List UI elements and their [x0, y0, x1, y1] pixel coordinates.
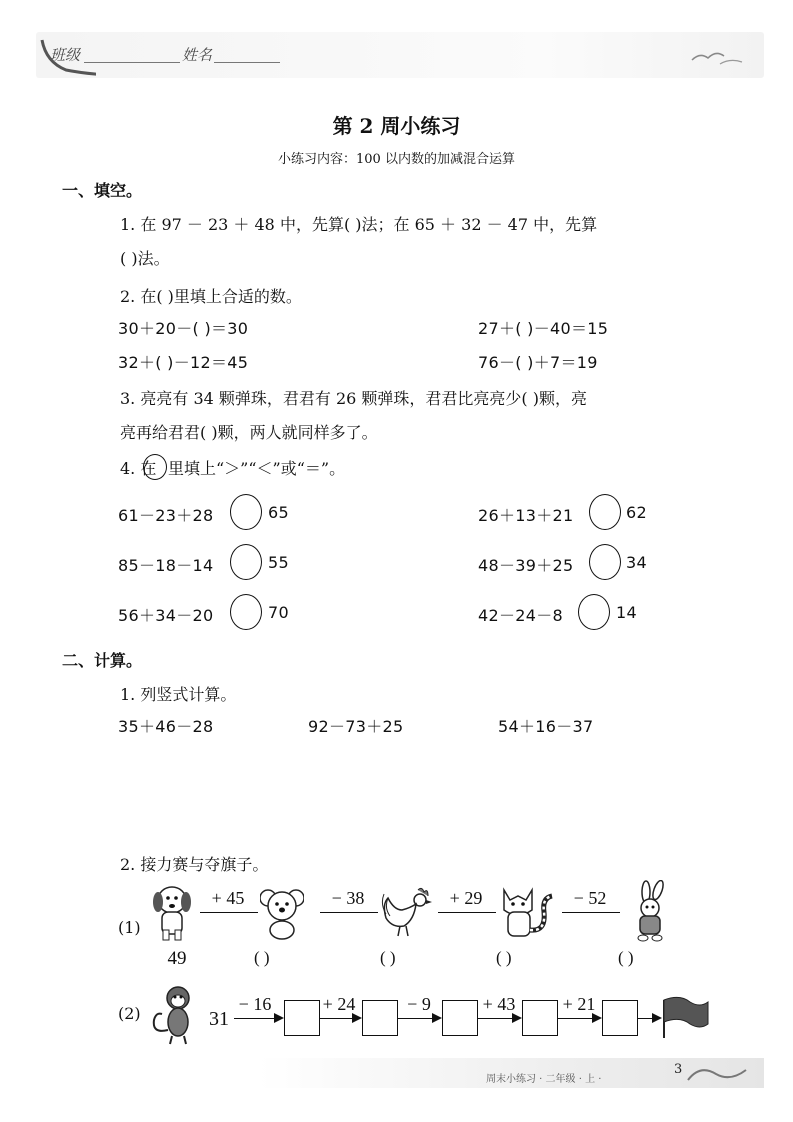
relay-answer-blank[interactable]: ( ): [496, 948, 512, 967]
compare-circle[interactable]: [589, 494, 621, 530]
relay-op: − 9: [407, 994, 431, 1014]
page-number: 3: [674, 1062, 683, 1077]
relay-op: + 21: [562, 994, 596, 1014]
footer-text: 周末小练习 · 二年级 · 上 ·: [486, 1074, 602, 1085]
relay-op: − 52: [573, 888, 607, 908]
q2-item: 27＋( )－40＝15: [478, 319, 609, 338]
relay-answer-blank[interactable]: ( ): [618, 948, 634, 967]
vertical-calc-item: 92－73＋25: [308, 717, 404, 736]
q3-line1: 3. 亮亮有 34 颗弹珠，君君有 26 颗弹珠，君君比亮亮少( )颗，亮: [120, 389, 587, 408]
compare-right: 34: [626, 553, 647, 572]
q1-line1: 1. 在 97 － 23 ＋ 48 中，先算( )法；在 65 ＋ 32 － 47 中，先算: [120, 215, 598, 234]
compare-left: 42－24－8: [478, 606, 563, 625]
calc-q1-text: 1. 列竖式计算。: [120, 685, 237, 704]
q4-text-after: 里填上“＞”“＜”或“＝”。: [168, 459, 346, 478]
compare-right: 65: [268, 503, 289, 522]
compare-left: 61－23＋28: [118, 506, 214, 525]
relay-op: + 45: [211, 888, 245, 908]
compare-left: 26＋13＋21: [478, 506, 574, 525]
q1-line2: ( )法。: [120, 249, 170, 268]
vertical-calc-item: 54＋16－37: [498, 717, 594, 736]
compare-circle[interactable]: [589, 544, 621, 580]
compare-circle[interactable]: [230, 494, 262, 530]
koala-icon: [260, 886, 304, 940]
brush-stroke-icon: [36, 32, 96, 78]
class-label: 班级: [50, 46, 81, 64]
q2-item: 30＋20－( )＝30: [118, 319, 249, 338]
compare-left: 48－39＋25: [478, 556, 574, 575]
q2-item: 76－( )＋7＝19: [478, 353, 598, 372]
relay-op: − 38: [331, 888, 365, 908]
relay-answer-box[interactable]: [442, 1000, 478, 1036]
q3-line2: 亮再给君君( )颗，两人就同样多了。: [120, 423, 378, 442]
compare-right: 70: [268, 603, 289, 622]
vertical-calc-item: 35＋46－28: [118, 717, 214, 736]
compare-right: 62: [626, 503, 647, 522]
page-title: 第 2 周小练习: [332, 114, 461, 138]
relay-answer-box[interactable]: [362, 1000, 398, 1036]
q2-item: 32＋( )－12＝45: [118, 353, 249, 372]
class-line: [84, 62, 180, 63]
q4-text-before: 4. 在: [120, 459, 157, 478]
relay-answer-blank[interactable]: ( ): [380, 948, 396, 967]
relay-op: + 43: [482, 994, 516, 1014]
relay-answer-box[interactable]: [602, 1000, 638, 1036]
name-label: 姓名: [182, 46, 213, 64]
relay-start-number: 31: [209, 1008, 229, 1030]
section-1-heading: 一、填空。: [62, 181, 143, 200]
cat-icon: [500, 886, 560, 940]
relay-answer-blank[interactable]: ( ): [254, 948, 270, 967]
relay-answer-box[interactable]: [284, 1000, 320, 1036]
calc-q2-text: 2. 接力赛与夺旗子。: [120, 855, 269, 874]
relay-op: + 29: [449, 888, 483, 908]
compare-left: 85－18－14: [118, 556, 214, 575]
footer-bar: [258, 1058, 764, 1088]
rooster-icon: [378, 884, 434, 940]
compare-circle[interactable]: [578, 594, 610, 630]
q2-text: 2. 在( )里填上合适的数。: [120, 287, 302, 306]
section-2-heading: 二、计算。: [62, 651, 143, 670]
header-banner: [36, 32, 764, 78]
name-line: [214, 62, 280, 63]
page-subtitle: 小练习内容：100 以内数的加减混合运算: [278, 152, 515, 167]
relay-op: − 16: [238, 994, 272, 1014]
compare-right: 14: [616, 603, 637, 622]
birds-decoration-icon: [690, 44, 750, 68]
wave-decoration-icon: [686, 1060, 756, 1086]
relay-op: + 24: [322, 994, 356, 1014]
compare-circle[interactable]: [230, 594, 262, 630]
rabbit-icon: [628, 880, 672, 942]
relay-row1-label: (1): [118, 918, 141, 937]
q4-example-circle: [143, 454, 167, 480]
flag-icon: [660, 994, 712, 1040]
compare-right: 55: [268, 553, 289, 572]
relay-answer-box[interactable]: [522, 1000, 558, 1036]
compare-circle[interactable]: [230, 544, 262, 580]
monkey-icon: [148, 984, 198, 1046]
relay-start-number: 49: [167, 948, 187, 969]
relay-row2-label: (2): [118, 1004, 141, 1023]
compare-left: 56＋34－20: [118, 606, 214, 625]
dog-icon: [146, 880, 196, 942]
